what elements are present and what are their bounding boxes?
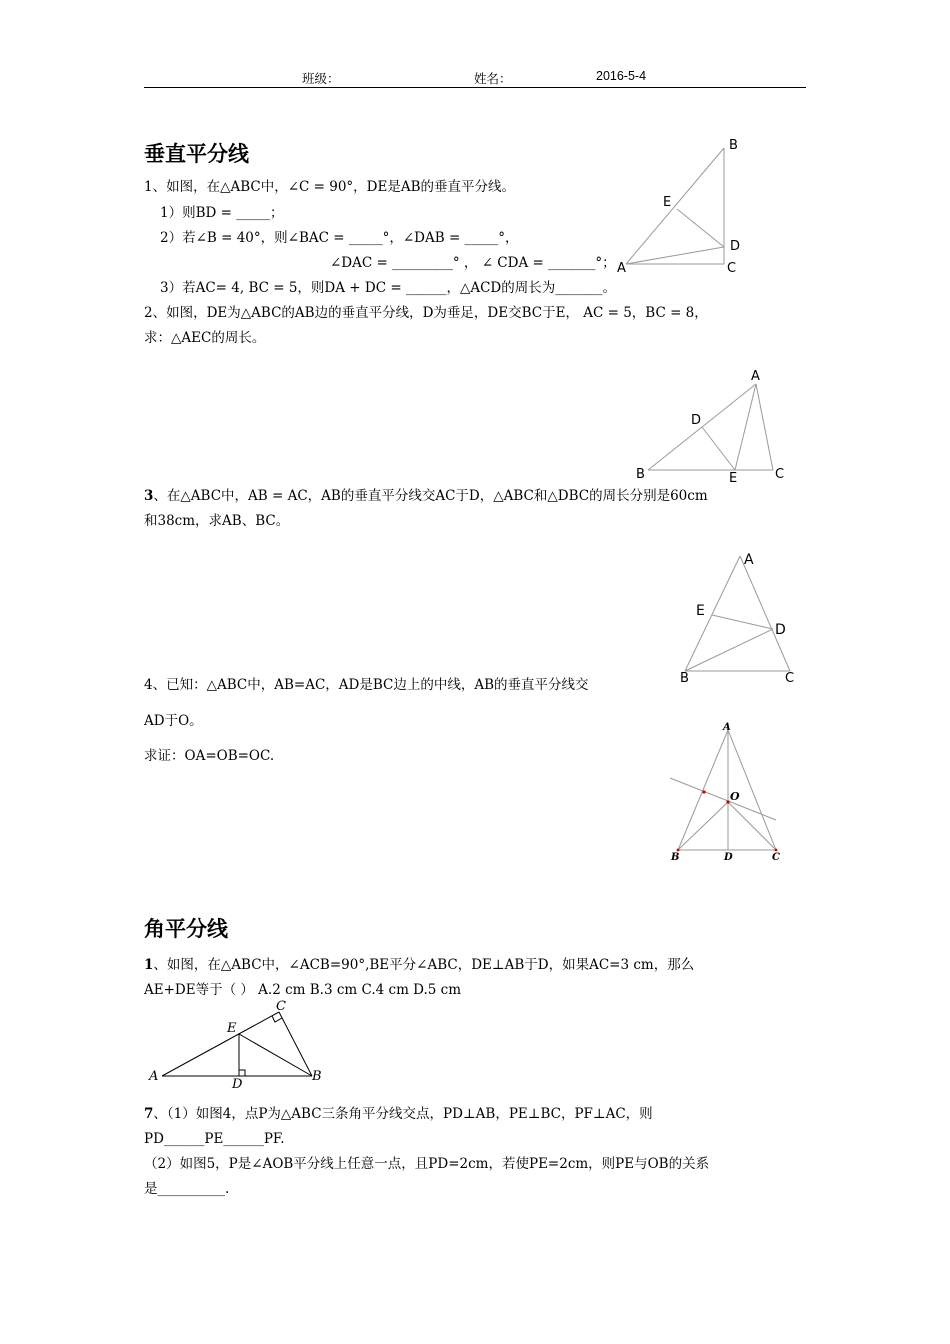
q7-line2: PD______PE______PF. [144,1131,285,1147]
q1-stem: 1、如图，在△ABC中，∠C = 90°，DE是AB的垂直平分线。 [144,179,516,195]
q1-part2: 2）若∠B = 40°，则∠BAC = _____°，∠DAB = _____°， [160,230,519,246]
fig5-right-angle-d [239,1070,245,1076]
fig4-segment-ob [678,802,728,850]
q3-line1 [144,484,708,508]
fig1-label-a: A [617,261,626,276]
fig1-label-e: E [663,195,672,210]
header-date: 2016-5-4 [596,69,647,83]
figure-5 [144,998,334,1092]
figure-3 [676,546,806,686]
fig4-segment-oc [728,802,776,850]
q7-number: 7 [144,1106,154,1122]
fig3-label-a: A [744,552,754,568]
figure-1 [600,130,800,280]
q7-line4: 是__________. [144,1181,230,1197]
fig1-segment-de [677,209,724,247]
section-title-perpendicular-bisector: 垂直平分线 [144,142,249,166]
figure-4 [664,716,794,863]
fig4-label-b: B [671,852,680,863]
q1-part3: 3）若AC= 4, BC = 5，则DA + DC = ______，△ACD的周长为_______。 [160,280,616,296]
q3-number: 3 [144,488,154,504]
fig4-label-o: O [730,790,740,803]
fig3-side-ac [740,556,790,671]
fig5-side-ac [162,1012,279,1076]
fig5-label-c: C [276,999,286,1014]
q7-line1 [144,1102,653,1126]
fig3-label-e: E [696,603,705,619]
fig2-label-d: D [691,413,702,428]
fig5-label-a: A [149,1069,159,1084]
fig4-label-d: D [724,852,733,863]
s2-q1-number: 1 [144,957,154,973]
fig4-label-a: A [723,722,731,733]
fig2-label-c: C [775,467,785,482]
q1-part1: 1）则BD = _____； [160,205,284,221]
fig2-label-b: B [636,467,645,482]
fig3-segment-ed [712,615,773,629]
fig5-label-b: B [312,1069,322,1084]
fig1-segment-ad [626,247,724,264]
fig5-right-angle-c [272,1016,282,1022]
q4-line2: AD于O。 [144,713,203,729]
q3-line2: 和38cm，求AB、BC。 [144,513,290,529]
q2-line2: 求：△AEC的周长。 [144,330,266,346]
class-label: 班级： [302,72,340,86]
fig2-label-e: E [729,471,738,486]
fig4-point-c-dot [775,849,778,852]
fig5-label-e: E [227,1021,237,1036]
fig4-perpendicular-bisector [670,778,776,820]
q4-line3: 求证：OA=OB=OC. [144,748,275,764]
fig1-side-ab [626,148,724,264]
q2-line1: 2、如图，DE为△ABC的AB边的垂直平分线，D为垂足，DE交BC于E， AC = 5，BC = 8， [144,305,708,321]
fig4-label-c: C [772,852,780,863]
fig3-side-ab [685,556,740,671]
fig3-label-b: B [680,671,689,686]
fig3-segment-bd [685,629,773,671]
fig2-segment-ae [735,384,756,470]
fig2-segment-de [702,427,735,470]
q3-text: 、在△ABC中，AB = AC，AB的垂直平分线交AC于D，△ABC和△DBC的周长分别是60cm [153,488,708,504]
fig1-label-d: D [730,239,741,254]
fig4-point-b-dot [677,849,680,852]
header-rule [144,87,806,88]
fig3-label-c: C [785,671,795,686]
name-label: 姓名： [474,72,512,86]
q4-line1: 4、已知：△ABC中，AB=AC，AD是BC边上的中线，AB的垂直平分线交 [144,677,589,693]
q7-text: 、（1）如图4，点P为△ABC三条角平分线交点，PD⊥AB，PE⊥BC，PF⊥AC，则 [153,1106,653,1122]
q1-part2-cont: ∠DAC = _________° ， ∠ CDA = _______°； [330,255,616,271]
fig4-side-ab [678,730,728,850]
fig1-label-b: B [729,138,738,153]
fig1-label-c: C [727,261,737,276]
figure-2 [630,362,800,486]
s2-q1-text: 、如图，在△ABC中，∠ACB=90°,BE平分∠ABC，DE⊥AB于D，如果AC=3 cm，那么 [153,957,695,973]
fig3-label-d: D [775,622,786,638]
fig2-side-ac [756,384,773,470]
q7-line3: （2）如图5，P是∠AOB平分线上任意一点，且PD=2cm，若使PE=2cm，则PE与OB的关系 [144,1156,710,1172]
fig4-midpoint-dot [702,790,705,793]
fig2-label-a: A [751,369,760,384]
s2-q1-line2: AE+DE等于（ ） A.2 cm B.3 cm C.4 cm D.5 cm [144,982,462,998]
section-title-angle-bisector: 角平分线 [144,917,228,941]
s2-q1-line1 [144,953,694,977]
fig5-label-d: D [232,1077,243,1092]
